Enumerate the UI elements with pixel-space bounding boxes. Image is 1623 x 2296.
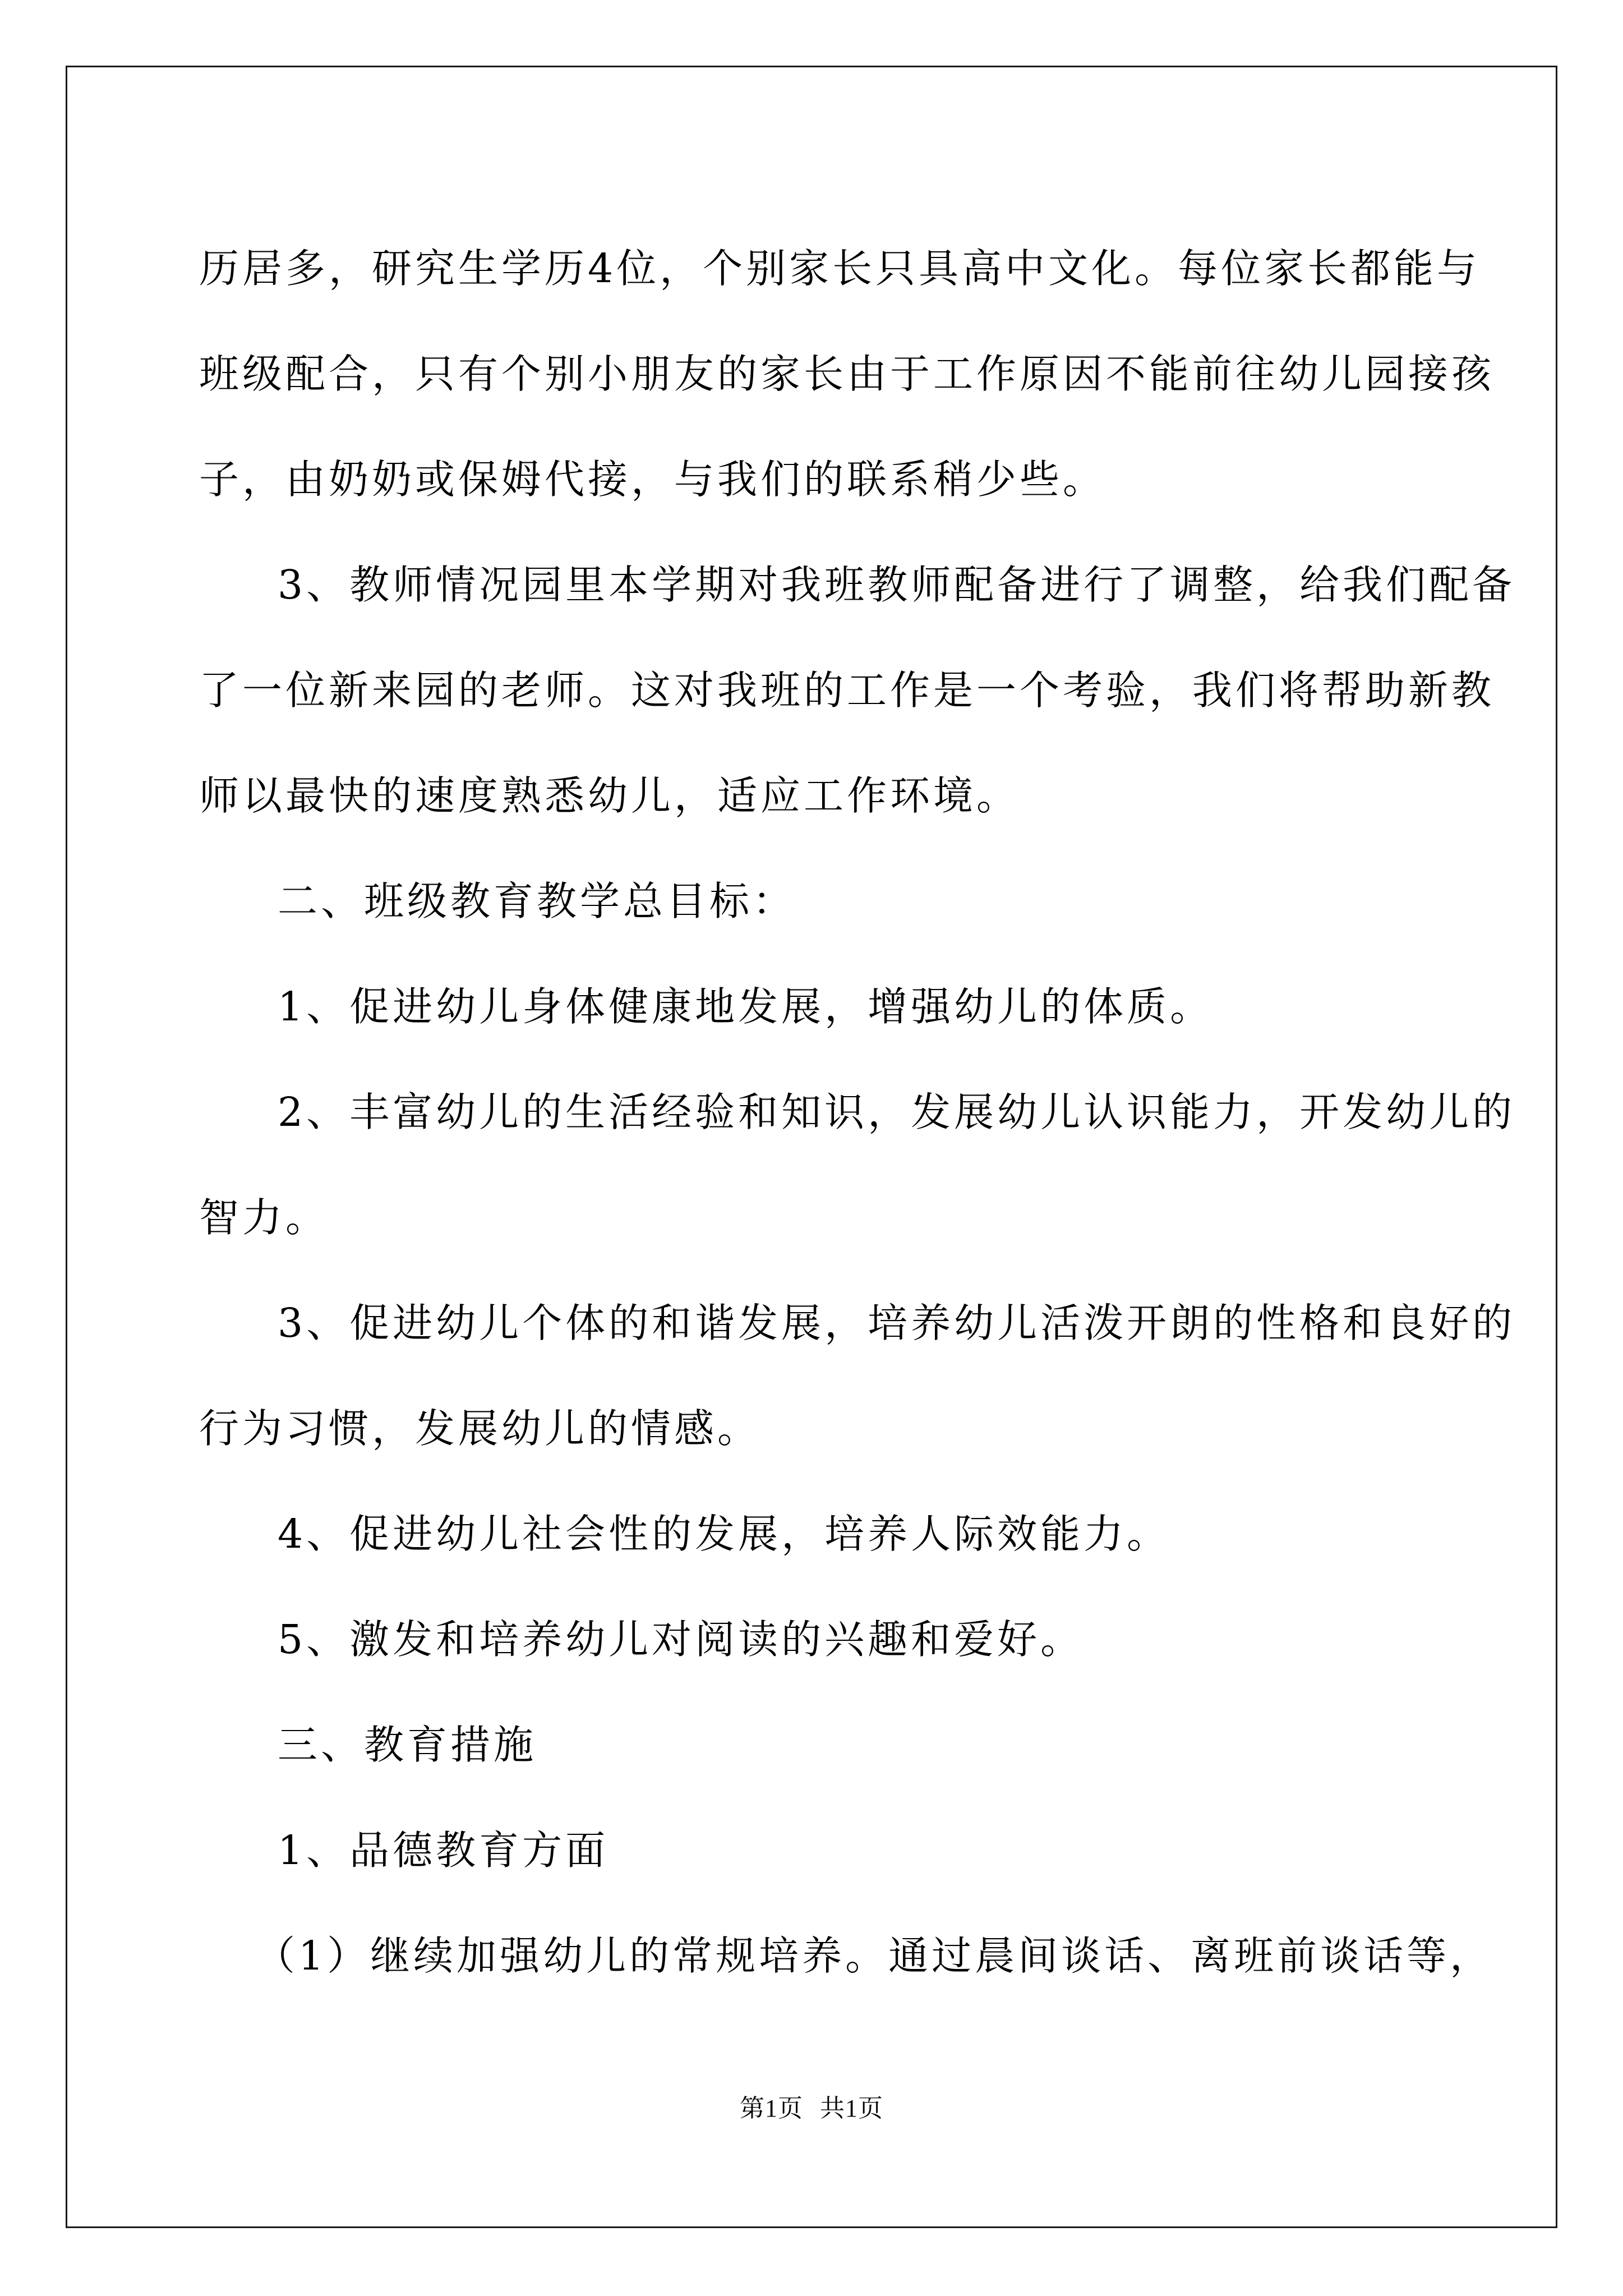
text-line: 子，由奶奶或保姆代接，与我们的联系稍少些。 (199, 456, 1106, 503)
text-line: 行为习惯，发展幼儿的情感。 (199, 1405, 761, 1452)
list-item: （1）继续加强幼儿的常规培养。通过晨间谈话、离班前谈话等， (255, 1932, 1493, 1979)
list-item: 4、促进幼儿社会性的发展，培养人际效能力。 (278, 1511, 1170, 1557)
page-footer: 第1页 共1页 (740, 2095, 883, 2122)
subsection-heading: 1、品德教育方面 (278, 1827, 609, 1874)
text-line: 历居多，研究生学历4位，个别家长只具高中文化。每位家长都能与 (199, 245, 1481, 292)
list-item: 2、丰富幼儿的生活经验和知识，发展幼儿认识能力，开发幼儿的 (278, 1089, 1516, 1135)
list-item: 5、激发和培养幼儿对阅读的兴趣和爱好。 (278, 1616, 1084, 1663)
text-line: 班级配合，只有个别小朋友的家长由于工作原因不能前往幼儿园接孩 (199, 351, 1495, 397)
section-heading: 三、教育措施 (278, 1722, 537, 1768)
paragraph-start: 3、教师情况园里本学期对我班教师配备进行了调整，给我们配备 (278, 562, 1516, 608)
list-item: 3、促进幼儿个体的和谐发展，培养幼儿活泼开朗的性格和良好的 (278, 1300, 1516, 1346)
text-line: 师以最快的速度熟悉幼儿，适应工作环境。 (199, 772, 1020, 819)
list-item: 1、促进幼儿身体健康地发展，增强幼儿的体质。 (278, 983, 1214, 1030)
text-line: 智力。 (199, 1194, 329, 1241)
text-line: 了一位新来园的老师。这对我班的工作是一个考验，我们将帮助新教 (199, 667, 1495, 714)
document-body (199, 216, 1516, 2009)
section-heading: 二、班级教育教学总目标： (278, 878, 796, 924)
